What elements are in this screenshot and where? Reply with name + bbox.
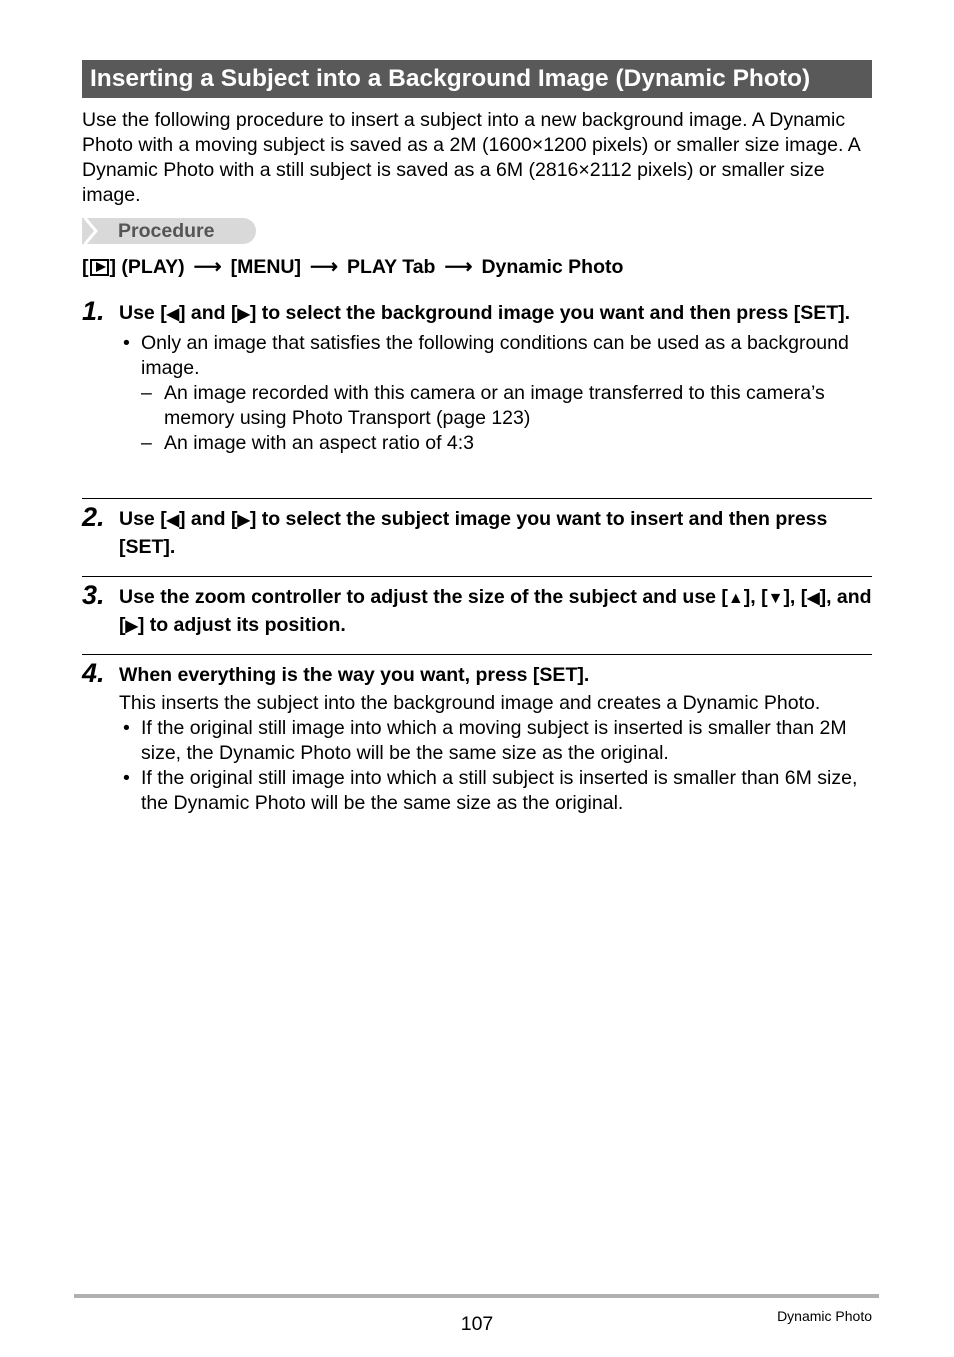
step-number: 4.	[82, 658, 105, 688]
arrow-right-icon: ⟶	[310, 256, 338, 278]
left-arrow-icon: ◀	[166, 512, 179, 529]
procedure-tab	[82, 218, 256, 244]
right-arrow-icon: ▶	[125, 618, 138, 635]
bullet-item: • Only an image that satisfies the following conditions can be used as a background image.	[119, 331, 872, 381]
footer-section-label: Dynamic Photo	[777, 1308, 872, 1324]
dash-item	[119, 431, 872, 456]
step-heading: When everything is the way you want, press [SET].	[119, 664, 590, 686]
step-heading	[119, 584, 872, 640]
step-text: Use the zoom controller to adjust the size of the subject and use [	[119, 586, 728, 608]
step-number: 2.	[82, 502, 105, 532]
path-dynamic-photo: Dynamic Photo	[481, 256, 624, 278]
step-text: Use [	[119, 508, 167, 530]
bullet-item: • If the original still image into which a moving subject is inserted is smaller than 2M size, the Dynamic Photo will be the same size as the original.	[119, 716, 872, 766]
path-open-bracket: [	[82, 256, 89, 278]
menu-path	[82, 254, 623, 280]
divider	[82, 654, 872, 655]
left-arrow-icon: ◀	[166, 306, 179, 323]
dash-text: An image with an aspect ratio of 4:3	[164, 432, 475, 454]
step-text: ], [	[783, 586, 808, 608]
procedure-label: Procedure	[118, 220, 215, 242]
footer-divider	[74, 1294, 879, 1298]
step-text: ] to select the subject image you want to insert and then press [SET].	[119, 508, 828, 558]
step-number: 3.	[82, 580, 105, 610]
dash-text: An image recorded with this camera or an image transferred to this camera’s memory using Photo Transport (page 123)	[164, 382, 825, 429]
page-number: 107	[460, 1313, 494, 1335]
step-number: 1.	[82, 296, 105, 326]
left-arrow-icon: ◀	[807, 590, 820, 607]
step-text: ] and [	[179, 508, 238, 530]
step-2	[82, 502, 872, 560]
step-heading	[119, 300, 872, 328]
step-1	[82, 296, 872, 456]
divider	[82, 576, 872, 577]
arrow-right-icon: ⟶	[444, 256, 473, 278]
right-arrow-icon: ▶	[237, 512, 250, 529]
path-play: ] (PLAY)	[109, 256, 185, 278]
step-3	[82, 580, 872, 640]
step-text: Use [	[119, 302, 167, 324]
arrow-right-icon: ⟶	[193, 256, 222, 278]
title-bar	[82, 60, 872, 98]
path-menu: [MENU]	[230, 256, 301, 278]
step-text: ] and [	[179, 302, 238, 324]
right-arrow-icon: ▶	[237, 306, 250, 323]
step-text: ], and [	[119, 586, 872, 636]
play-icon	[90, 259, 109, 276]
up-arrow-icon: ▲	[727, 590, 744, 607]
step-text: ] to select the background image you want and then press [SET].	[249, 302, 851, 324]
bullet-item: • If the original still image into which a still subject is inserted is smaller than 6M size, the Dynamic Photo will be the same size as the original.	[119, 766, 872, 816]
divider	[82, 498, 872, 499]
dash-icon: –	[141, 432, 152, 454]
step-text: ] to adjust its position.	[137, 614, 346, 636]
dash-item	[119, 381, 872, 431]
intro-paragraph: Use the following procedure to insert a subject into a new background image. A Dynamic Photo with a moving subject is saved as a 2M (1600×1200 pixels) or smaller size image. A Dynamic Photo with a still subject is saved as a 6M (2816×2112 pixels) or smaller size image.	[82, 109, 860, 206]
path-play-tab: PLAY Tab	[346, 256, 436, 278]
step-4	[82, 658, 872, 816]
page-title: Inserting a Subject into a Background Image (Dynamic Photo)	[90, 65, 811, 92]
down-arrow-icon: ▼	[767, 590, 784, 607]
dash-icon: –	[141, 382, 152, 404]
step-description: This inserts the subject into the background image and creates a Dynamic Photo.	[119, 692, 821, 714]
step-text: ], [	[743, 586, 768, 608]
step-heading	[119, 506, 872, 560]
